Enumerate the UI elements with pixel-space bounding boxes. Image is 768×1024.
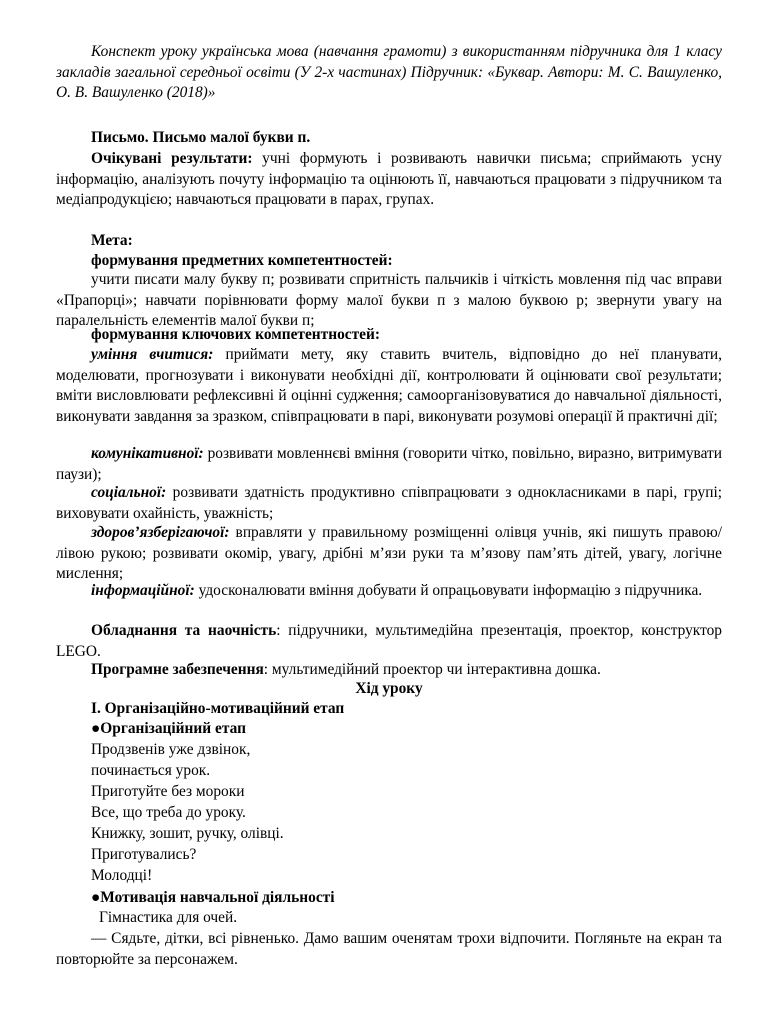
expected-results xyxy=(56,149,722,211)
health-competence xyxy=(56,523,722,585)
poem-line: Молодці! xyxy=(91,867,153,884)
goal-label: Мета: xyxy=(91,232,133,249)
social-label: соціальної: xyxy=(91,484,167,501)
health-text: вправляти у правильному розміщенні олівця учнів, які пишуть правою/лівою рукою; розвивати окомір, увагу, дрібні м’язи руки та м’язову пам’ять дітей, увагу, логічне мислення; xyxy=(56,524,722,582)
poem-line: починається урок. xyxy=(91,762,211,779)
software-label: Програмне забезпечення xyxy=(91,661,264,678)
poem-line: Книжку, зошит, ручку, олівці. xyxy=(91,825,284,842)
poem-line: Продзвенів уже дзвінок, xyxy=(91,741,251,758)
lesson-title: Письмо. Письмо малої букви п. xyxy=(91,129,311,146)
subject-competence-text: учити писати малу букву п; розвивати спритність пальчиків і чіткість мовлення під час вправи «Прапорці»; навчати порівнювати форму малої букви п з малою буквою р; звернути увагу на паралельність елементів малої букви п; xyxy=(56,271,722,329)
equipment xyxy=(56,621,722,662)
information-label: інформаційної: xyxy=(91,582,195,599)
learning-skills-label: уміння вчитися: xyxy=(91,346,214,363)
social-competence xyxy=(56,483,722,524)
software xyxy=(56,660,722,681)
software-text: : мультимедійний проектор чи інтерактивна дошка. xyxy=(263,661,601,678)
communicative-text: розвивати мовленнєві вміння (говорити чітко, повільно, виразно, витримувати паузи); xyxy=(56,445,722,483)
lesson-course-title: Хід уроку xyxy=(355,680,423,697)
subject-competence-heading: формування предметних компетентностей: xyxy=(91,252,393,269)
learning-skills-text: приймати мету, яку ставить вчитель, відповідно до неї планувати, моделювати, прогнозувати і виконувати необхідні дії, контролювати й оцінювати свої результати; вміти висловлювати рефлексивні й оцінні судження; самоорганізовуватися до навчальної діяльності, виконувати завдання за зразком, співпрацювати в парі, виконувати розумові операції й практичні дії; xyxy=(56,346,723,425)
lesson-header: Конспект уроку українська мова (навчання грамоти) з використанням підручника для 1 класу закладів загальної середньої освіти (У 2-х частинах) Підручник: «Буквар. Автори: М. С. Вашуленко, О. В. Вашуленко (2018)» xyxy=(56,43,722,101)
health-label: здоров’язберігаючої: xyxy=(91,524,230,541)
organizational-stage-heading: ●Організаційний етап xyxy=(91,720,246,737)
key-competence-heading: формування ключових компетентностей: xyxy=(91,326,381,343)
equipment-text: : підручники, мультимедійна презентація, проектор, конструктор LEGO. xyxy=(56,622,722,660)
expected-results-text: учні формують і розвивають навички письма; сприймають усну інформацію, аналізують почуту інформацію та оцінюють її, навчаються працювати з підручником та медіапродукцією; навчаються працювати в парах, групах. xyxy=(56,150,722,208)
section-1-heading: І. Організаційно-мотиваційний етап xyxy=(91,700,345,717)
poem-line: Приготуйте без мороки xyxy=(91,783,245,800)
equipment-label: Обладнання та наочність xyxy=(91,622,277,639)
poem-line: Приготувались? xyxy=(91,846,197,863)
learning-skills xyxy=(56,345,722,427)
eye-gymnastics: Гімнастика для очей. xyxy=(99,909,238,926)
poem-line: Все, що треба до уроку. xyxy=(91,804,246,821)
motivation-heading: ●Мотивація навчальної діяльності xyxy=(91,889,335,906)
communicative-label: комунікативної: xyxy=(91,445,204,462)
communicative-competence xyxy=(56,444,722,485)
information-text: удосконалювати вміння добувати й опрацьовувати інформацію з підручника. xyxy=(194,582,703,599)
expected-results-label: Очікувані результати: xyxy=(91,150,253,167)
social-text: розвивати здатність продуктивно співпрацювати з однокласниками в парі, групі; виховувати охайність, уважність; xyxy=(56,484,722,522)
information-competence xyxy=(56,581,722,602)
teacher-instruction: — Сядьте, дітки, всі рівненько. Дамо вашим оченятам трохи відпочити. Погляньте на екран та повторюйте за персонажем. xyxy=(56,930,722,968)
